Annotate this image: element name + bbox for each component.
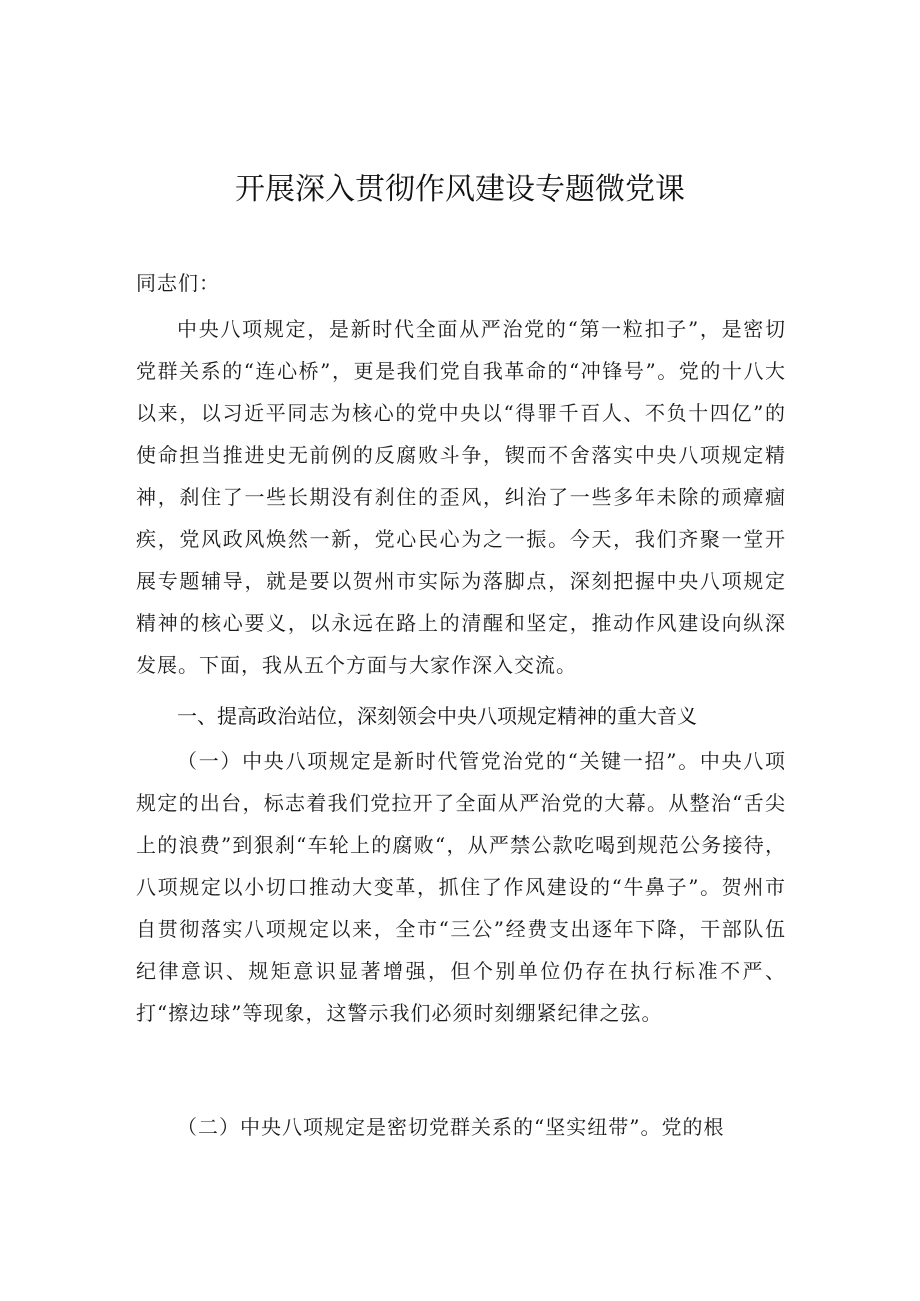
body-paragraph-2: （一）中央八项规定是新时代管党治党的“关键一招”。中央八项规定的出台，标志着我们党拉开了全面从严治党的大幕。从整治“舌尖上的浪费”到狠刹“车轮上的腐败“，从严禁公款吃喝到规范公务接待，八项规定以小切口推动大变革，抓住了作风建设的“牛鼻子”。贺州市自贯彻落实八项规定以来，全市“三公”经费支出逐年下降，干部队伍纪律意识、规矩意识显著增强，但个别单位仍存在执行标准不严、打“擦边球”等现象，这警示我们必须时刻绷紧纪律之弦。 [136, 749, 786, 1025]
body-paragraph-1: 中央八项规定，是新时代全面从严治党的“第一粒扣子”，是密切党群关系的“连心桥”，更是我们党自我革命的“冲锋号”。党的十八大以来，以习近平同志为核心的党中央以“得罪千百人、不负十四亿”的使命担当推进史无前例的反腐败斗争，锲而不舍落实中央八项规定精神，刹住了一些长期没有刹住的歪风，纠治了一些多年未除的顽瘴痼疾，党风政风焕然一新，党心民心为之一振。今天，我们齐聚一堂开展专题辅导，就是要以贺州市实际为落脚点，深刻把握中央八项规定精神的核心要义，以永远在路上的清醒和坚定，推动作风建设向纵深发展。下面，我从五个方面与大家作深入交流。 [136, 317, 786, 677]
body-paragraph-3: （二）中央八项规定是密切党群关系的“坚实纽带”。党的根 [177, 1115, 725, 1139]
section-heading-1: 一、提高政治站位，深刻领会中央八项规定精神的重大音义 [177, 704, 697, 728]
document-title: 开展深入贯彻作风建设专题微党课 [235, 172, 685, 207]
salutation: 同志们： [136, 271, 220, 295]
